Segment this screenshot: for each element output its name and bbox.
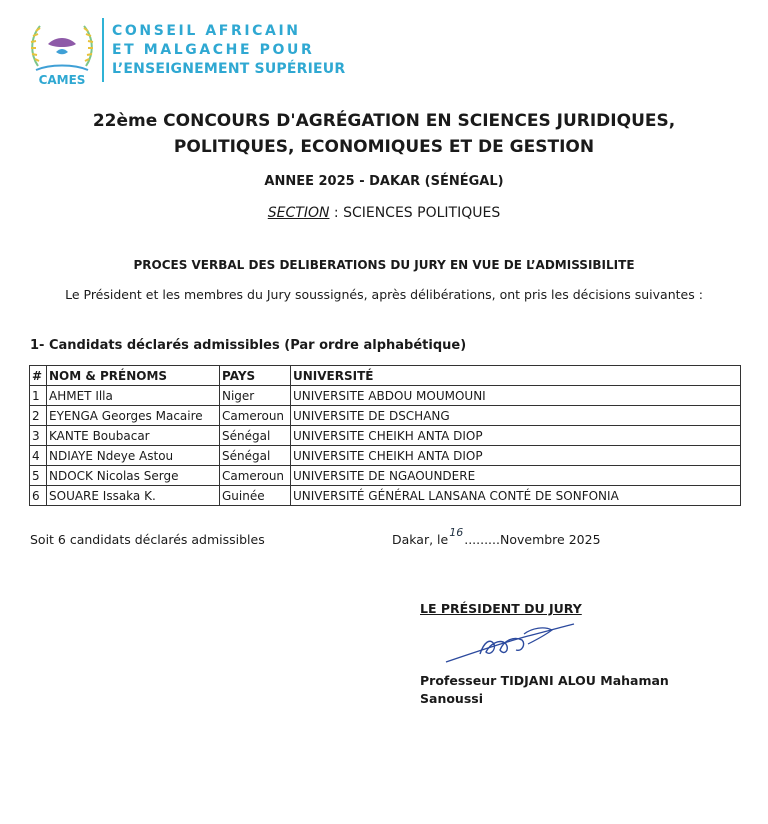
table-row: [30, 486, 741, 506]
cell-number: 5: [30, 466, 47, 486]
cell-country: Sénégal: [220, 446, 291, 466]
cell-country: Sénégal: [220, 426, 291, 446]
contest-title-line-1: 22ème CONCOURS D'AGRÉGATION EN SCIENCES JURIDIQUES,: [92, 111, 676, 131]
cell-number: 3: [30, 426, 47, 446]
date-suffix: .........Novembre 2025: [464, 532, 601, 547]
admissible-section-title: 1- Candidats déclarés admissibles (Par ordre alphabétique): [30, 338, 467, 353]
section-label: SECTION: [267, 205, 330, 221]
table-row: [30, 466, 741, 486]
handwritten-day: 16: [449, 526, 464, 539]
place-date: [392, 526, 601, 547]
cell-name: AHMET Illa: [47, 386, 220, 406]
cell-name: EYENGA Georges Macaire: [47, 406, 220, 426]
year-location: ANNEE 2025 - DAKAR (SÉNÉGAL): [264, 174, 504, 189]
org-line-3: L’ENSEIGNEMENT SUPÉRIEUR: [112, 61, 346, 77]
contest-title: [0, 108, 768, 160]
cell-name: SOUARE Issaka K.: [47, 486, 220, 506]
col-header-university: UNIVERSITÉ: [291, 366, 741, 386]
cell-university: UNIVERSITE CHEIKH ANTA DIOP: [291, 426, 741, 446]
minutes-title: PROCES VERBAL DES DELIBERATIONS DU JURY EN VUE DE L’ADMISSIBILITE: [133, 258, 635, 272]
president-name-line-1: Professeur TIDJANI ALOU Mahaman: [420, 673, 669, 688]
cell-country: Niger: [220, 386, 291, 406]
cell-country: Guinée: [220, 486, 291, 506]
table-row: [30, 446, 741, 466]
col-header-number: #: [30, 366, 47, 386]
cell-university: UNIVERSITE ABDOU MOUMOUNI: [291, 386, 741, 406]
org-line-1: CONSEIL AFRICAIN: [112, 23, 301, 39]
candidates-table: [29, 365, 741, 506]
intro-text: Le Président et les membres du Jury soussignés, après délibérations, ont pris les décisions suivantes :: [65, 287, 703, 302]
table-row: [30, 386, 741, 406]
logo-text: CAMES: [38, 73, 86, 87]
signature: [440, 614, 580, 674]
cell-number: 4: [30, 446, 47, 466]
section-value: : SCIENCES POLITIQUES: [329, 205, 501, 221]
cell-number: 2: [30, 406, 47, 426]
org-line-2: ET MALGACHE POUR: [112, 42, 315, 58]
cell-number: 1: [30, 386, 47, 406]
cell-university: UNIVERSITE DE DSCHANG: [291, 406, 741, 426]
admissible-count: Soit 6 candidats déclarés admissibles: [30, 532, 265, 547]
header-divider: [102, 18, 104, 82]
cames-logo: [26, 14, 98, 92]
table-header-row: [30, 366, 741, 386]
col-header-country: PAYS: [220, 366, 291, 386]
cell-name: NDIAYE Ndeye Astou: [47, 446, 220, 466]
table-row: [30, 406, 741, 426]
col-header-name: NOM & PRÉNOMS: [47, 366, 220, 386]
president-title: LE PRÉSIDENT DU JURY: [420, 601, 582, 616]
cell-name: NDOCK Nicolas Serge: [47, 466, 220, 486]
place-prefix: Dakar, le: [392, 532, 449, 547]
cell-university: UNIVERSITE DE NGAOUNDERE: [291, 466, 741, 486]
cell-country: Cameroun: [220, 466, 291, 486]
cell-university: UNIVERSITÉ GÉNÉRAL LANSANA CONTÉ DE SONFONIA: [291, 486, 741, 506]
table-row: [30, 426, 741, 446]
cell-name: KANTE Boubacar: [47, 426, 220, 446]
contest-title-line-2: POLITIQUES, ECONOMIQUES ET DE GESTION: [173, 137, 595, 157]
president-name-line-2: Sanoussi: [420, 691, 483, 706]
president-name: [420, 672, 720, 708]
cell-number: 6: [30, 486, 47, 506]
section-line: [0, 205, 768, 221]
organization-name: [112, 22, 372, 79]
cell-country: Cameroun: [220, 406, 291, 426]
cell-university: UNIVERSITE CHEIKH ANTA DIOP: [291, 446, 741, 466]
